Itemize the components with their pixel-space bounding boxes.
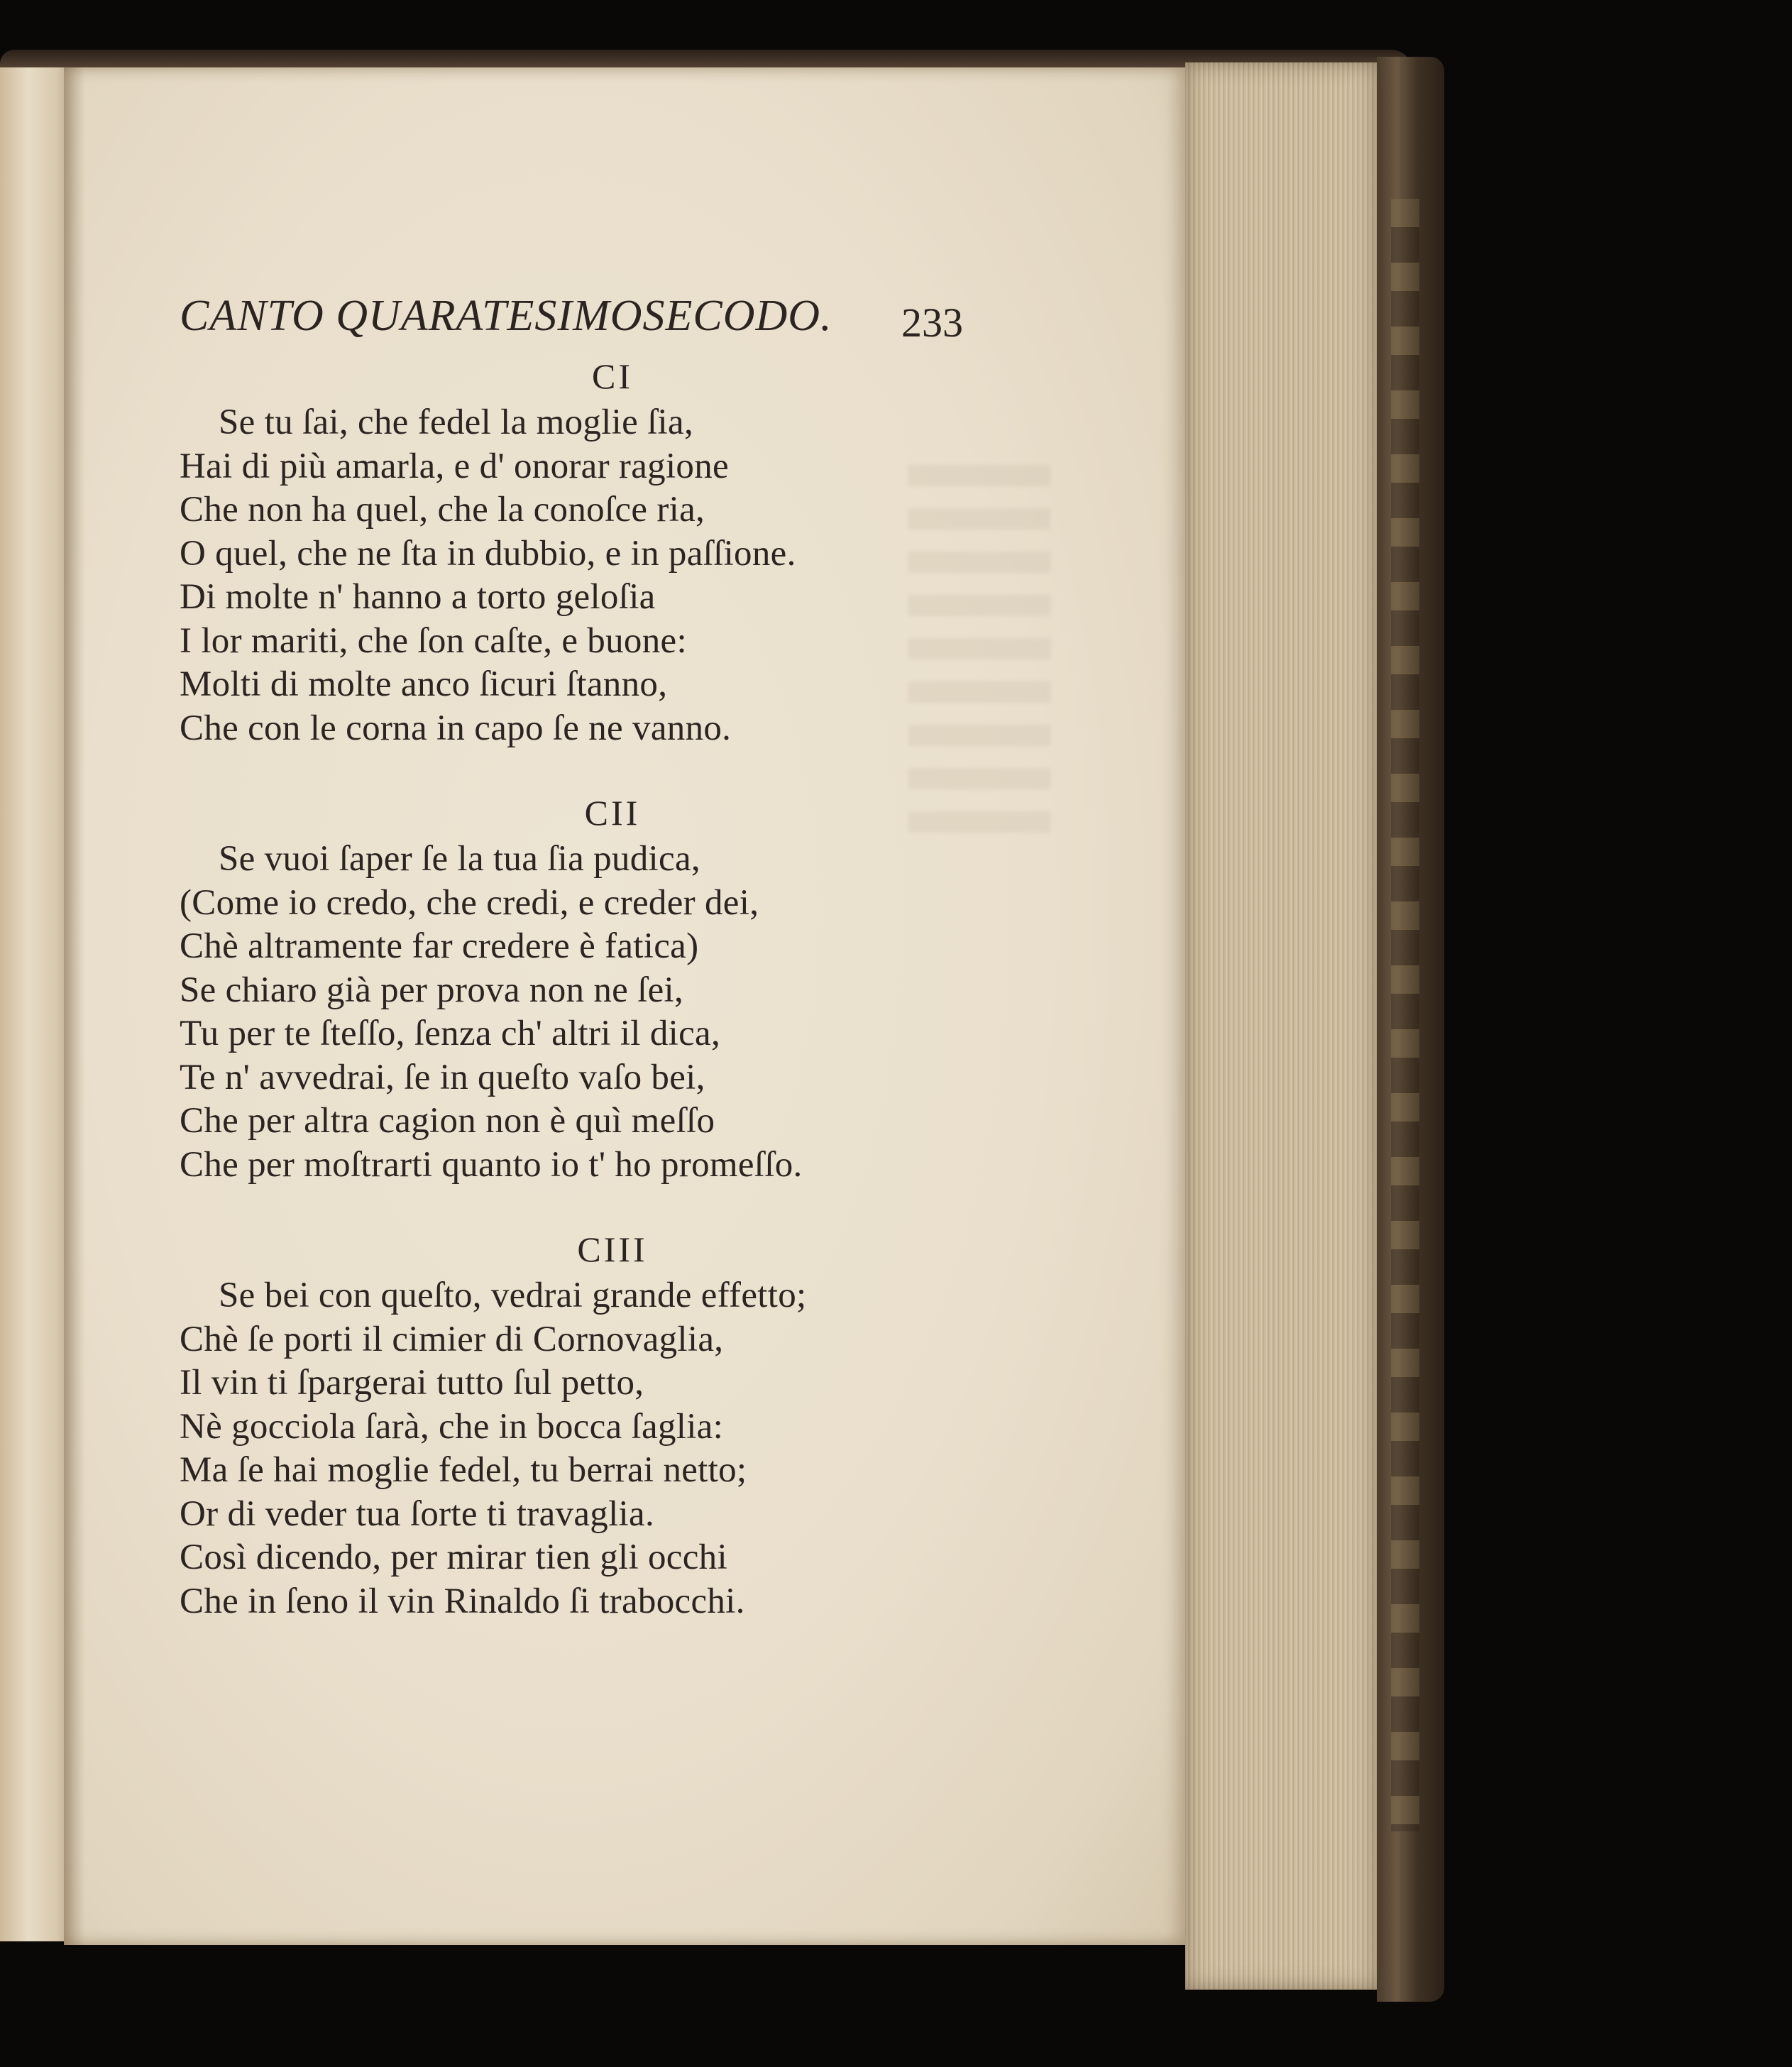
verse-line: Or di veder tua ſorte ti travaglia. bbox=[180, 1493, 654, 1534]
verse-line: Se bei con queſto, vedrai grande effetto; bbox=[219, 1276, 807, 1315]
stanza-ci bbox=[180, 401, 1067, 750]
verse-line: Che con le corna in capo ſe ne vanno. bbox=[180, 708, 732, 748]
verse-line: Che non ha quel, che la conoſce ria, bbox=[180, 490, 705, 530]
page-text bbox=[64, 67, 1185, 1945]
verse-line: Così dicendo, per mirar tien gli occhi bbox=[180, 1537, 727, 1577]
book-page bbox=[64, 67, 1185, 1945]
verse-line: Tu per te ſteſſo, ſenza ch' altri il dica, bbox=[180, 1014, 721, 1053]
verse-line: Ma ſe hai moglie fedel, tu berrai netto; bbox=[180, 1450, 747, 1490]
verse-line: Te n' avvedrai, ſe in queſto vaſo bei, bbox=[180, 1057, 705, 1097]
verse-line: Chè altramente far credere è fatica) bbox=[180, 926, 699, 966]
book-cover-edge bbox=[1377, 57, 1444, 2002]
verse-line: I lor mariti, che ſon caſte, e buone: bbox=[180, 620, 687, 661]
verse-line: Nè gocciola ſarà, che in bocca ſaglia: bbox=[180, 1406, 724, 1447]
stanza-number: CIII bbox=[577, 1229, 648, 1269]
verse-line: Se chiaro già per prova non ne ſei, bbox=[180, 970, 684, 1010]
verse-line: Se vuoi ſaper ſe la tua ſia pudica, bbox=[219, 839, 700, 879]
verse-line: (Come io credo, che credi, e creder dei, bbox=[180, 882, 759, 923]
verse-line: Se tu ſai, che fedel la moglie ſia, bbox=[219, 402, 694, 442]
stanza-ciii bbox=[180, 1274, 1067, 1623]
stanza-number: CII bbox=[584, 793, 641, 833]
verse-line: Chè ſe porti il cimier di Cornovaglia, bbox=[180, 1319, 724, 1359]
verse-line: Che per moſtrarti quanto io t' ho promeſſo. bbox=[180, 1144, 803, 1185]
verse-line: Molti di molte anco ſicuri ſtanno, bbox=[180, 664, 668, 704]
page-fore-edge bbox=[1185, 62, 1377, 1990]
verse-line: Che in ſeno il vin Rinaldo ſi trabocchi. bbox=[180, 1581, 745, 1621]
verse-line: Hai di più amarla, e d' onorar ragione bbox=[180, 446, 729, 486]
facing-page-edge bbox=[0, 67, 74, 1941]
running-head: CANTO QUARATESIMOSECODO. bbox=[180, 292, 832, 340]
verse-line: Che per altra cagion non è quì meſſo bbox=[180, 1101, 715, 1141]
stanza-cii bbox=[180, 838, 1067, 1187]
verse-line: O quel, che ne ſta in dubbio, e in paſſione. bbox=[180, 533, 796, 574]
page-number: 233 bbox=[901, 300, 963, 346]
verse-line: Il vin ti ſpargerai tutto ſul petto, bbox=[180, 1363, 644, 1403]
stanza-number: CI bbox=[592, 356, 633, 396]
verse-line: Di molte n' hanno a torto geloſia bbox=[180, 577, 656, 617]
